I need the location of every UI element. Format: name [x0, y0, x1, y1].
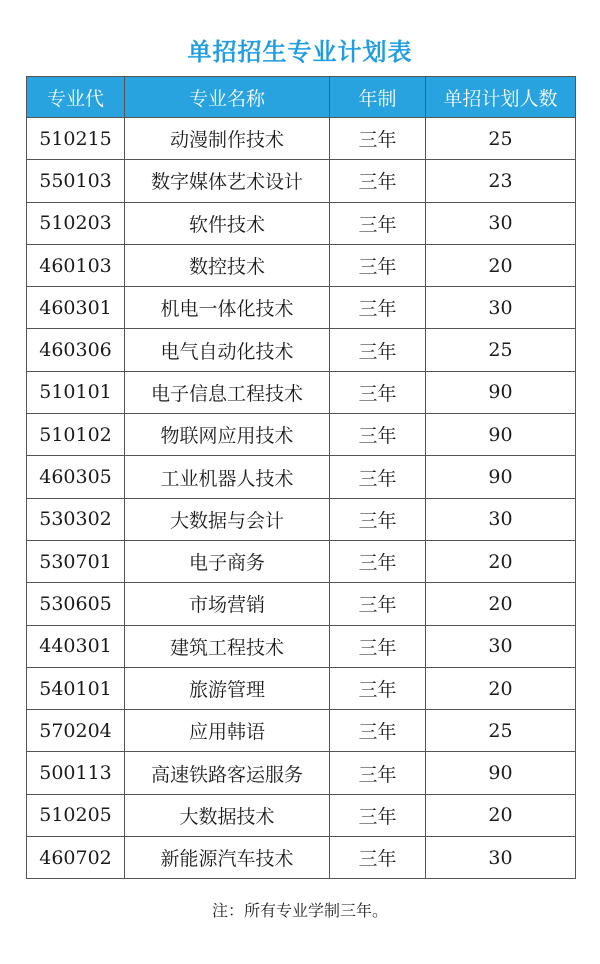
- major-code-cell: 540101: [27, 667, 125, 709]
- years-cell: 三年: [330, 667, 426, 709]
- plan-count-cell: 20: [426, 540, 576, 582]
- major-name-cell: 应用韩语: [125, 710, 330, 752]
- plan-count-cell: 30: [426, 202, 576, 244]
- years-cell: 三年: [330, 244, 426, 286]
- years-cell: 三年: [330, 414, 426, 456]
- table-row: [27, 752, 576, 794]
- table-row: [27, 794, 576, 836]
- major-code-cell: 460305: [27, 456, 125, 498]
- plan-count-cell: 20: [426, 794, 576, 836]
- table-row: [27, 287, 576, 329]
- major-code-cell: 510203: [27, 202, 125, 244]
- years-cell: 三年: [330, 329, 426, 371]
- major-name-cell: 电子商务: [125, 540, 330, 582]
- enrollment-plan-table: [26, 76, 576, 879]
- table-body: [27, 118, 576, 879]
- years-cell: 三年: [330, 710, 426, 752]
- table-header: [27, 77, 576, 118]
- major-code-cell: 460103: [27, 244, 125, 286]
- plan-count-cell: 90: [426, 371, 576, 413]
- table-row: [27, 837, 576, 879]
- years-cell: 三年: [330, 371, 426, 413]
- major-name-cell: 电子信息工程技术: [125, 371, 330, 413]
- years-cell: 三年: [330, 160, 426, 202]
- plan-count-cell: 30: [426, 287, 576, 329]
- plan-count-cell: 30: [426, 837, 576, 879]
- table-row: [27, 625, 576, 667]
- table-row: [27, 118, 576, 160]
- table-row: [27, 160, 576, 202]
- plan-count-cell: 20: [426, 667, 576, 709]
- years-cell: 三年: [330, 498, 426, 540]
- table-row: [27, 498, 576, 540]
- major-code-cell: 570204: [27, 710, 125, 752]
- table-row: [27, 202, 576, 244]
- years-cell: 三年: [330, 583, 426, 625]
- major-name-cell: 机电一体化技术: [125, 287, 330, 329]
- major-name-cell: 物联网应用技术: [125, 414, 330, 456]
- table-row: [27, 583, 576, 625]
- major-name-cell: 大数据技术: [125, 794, 330, 836]
- table-row: [27, 329, 576, 371]
- major-code-cell: 510215: [27, 118, 125, 160]
- plan-count-cell: 23: [426, 160, 576, 202]
- plan-count-cell: 30: [426, 498, 576, 540]
- major-name-cell: 旅游管理: [125, 667, 330, 709]
- years-cell: 三年: [330, 202, 426, 244]
- header-row: [27, 77, 576, 118]
- table-row: [27, 667, 576, 709]
- header-major-name: 专业名称: [125, 77, 330, 118]
- years-cell: 三年: [330, 287, 426, 329]
- major-name-cell: 高速铁路客运服务: [125, 752, 330, 794]
- years-cell: 三年: [330, 540, 426, 582]
- header-years: 年制: [330, 77, 426, 118]
- header-plan-count: 单招计划人数: [426, 77, 576, 118]
- plan-count-cell: 90: [426, 456, 576, 498]
- years-cell: 三年: [330, 456, 426, 498]
- plan-count-cell: 25: [426, 118, 576, 160]
- major-code-cell: 550103: [27, 160, 125, 202]
- major-name-cell: 动漫制作技术: [125, 118, 330, 160]
- major-code-cell: 460702: [27, 837, 125, 879]
- major-code-cell: 460306: [27, 329, 125, 371]
- major-code-cell: 500113: [27, 752, 125, 794]
- major-code-cell: 530701: [27, 540, 125, 582]
- years-cell: 三年: [330, 752, 426, 794]
- major-name-cell: 软件技术: [125, 202, 330, 244]
- years-cell: 三年: [330, 794, 426, 836]
- major-name-cell: 大数据与会计: [125, 498, 330, 540]
- major-code-cell: 530605: [27, 583, 125, 625]
- major-code-cell: 530302: [27, 498, 125, 540]
- page-title: 单招招生专业计划表: [187, 37, 413, 66]
- plan-count-cell: 20: [426, 583, 576, 625]
- major-name-cell: 工业机器人技术: [125, 456, 330, 498]
- plan-count-cell: 90: [426, 752, 576, 794]
- major-name-cell: 电气自动化技术: [125, 329, 330, 371]
- table-row: [27, 244, 576, 286]
- plan-count-cell: 90: [426, 414, 576, 456]
- major-code-cell: 440301: [27, 625, 125, 667]
- plan-count-cell: 25: [426, 329, 576, 371]
- major-code-cell: 510102: [27, 414, 125, 456]
- table-row: [27, 540, 576, 582]
- table-row: [27, 456, 576, 498]
- table-row: [27, 710, 576, 752]
- major-name-cell: 数控技术: [125, 244, 330, 286]
- major-name-cell: 市场营销: [125, 583, 330, 625]
- header-major-code: 专业代: [27, 77, 125, 118]
- major-code-cell: 510205: [27, 794, 125, 836]
- footnote: 注：所有专业学制三年。: [211, 901, 388, 920]
- plan-count-cell: 30: [426, 625, 576, 667]
- plan-count-cell: 20: [426, 244, 576, 286]
- major-name-cell: 数字媒体艺术设计: [125, 160, 330, 202]
- table-row: [27, 371, 576, 413]
- major-name-cell: 建筑工程技术: [125, 625, 330, 667]
- major-code-cell: 460301: [27, 287, 125, 329]
- table-row: [27, 414, 576, 456]
- years-cell: 三年: [330, 837, 426, 879]
- major-name-cell: 新能源汽车技术: [125, 837, 330, 879]
- years-cell: 三年: [330, 625, 426, 667]
- major-code-cell: 510101: [27, 371, 125, 413]
- plan-count-cell: 25: [426, 710, 576, 752]
- years-cell: 三年: [330, 118, 426, 160]
